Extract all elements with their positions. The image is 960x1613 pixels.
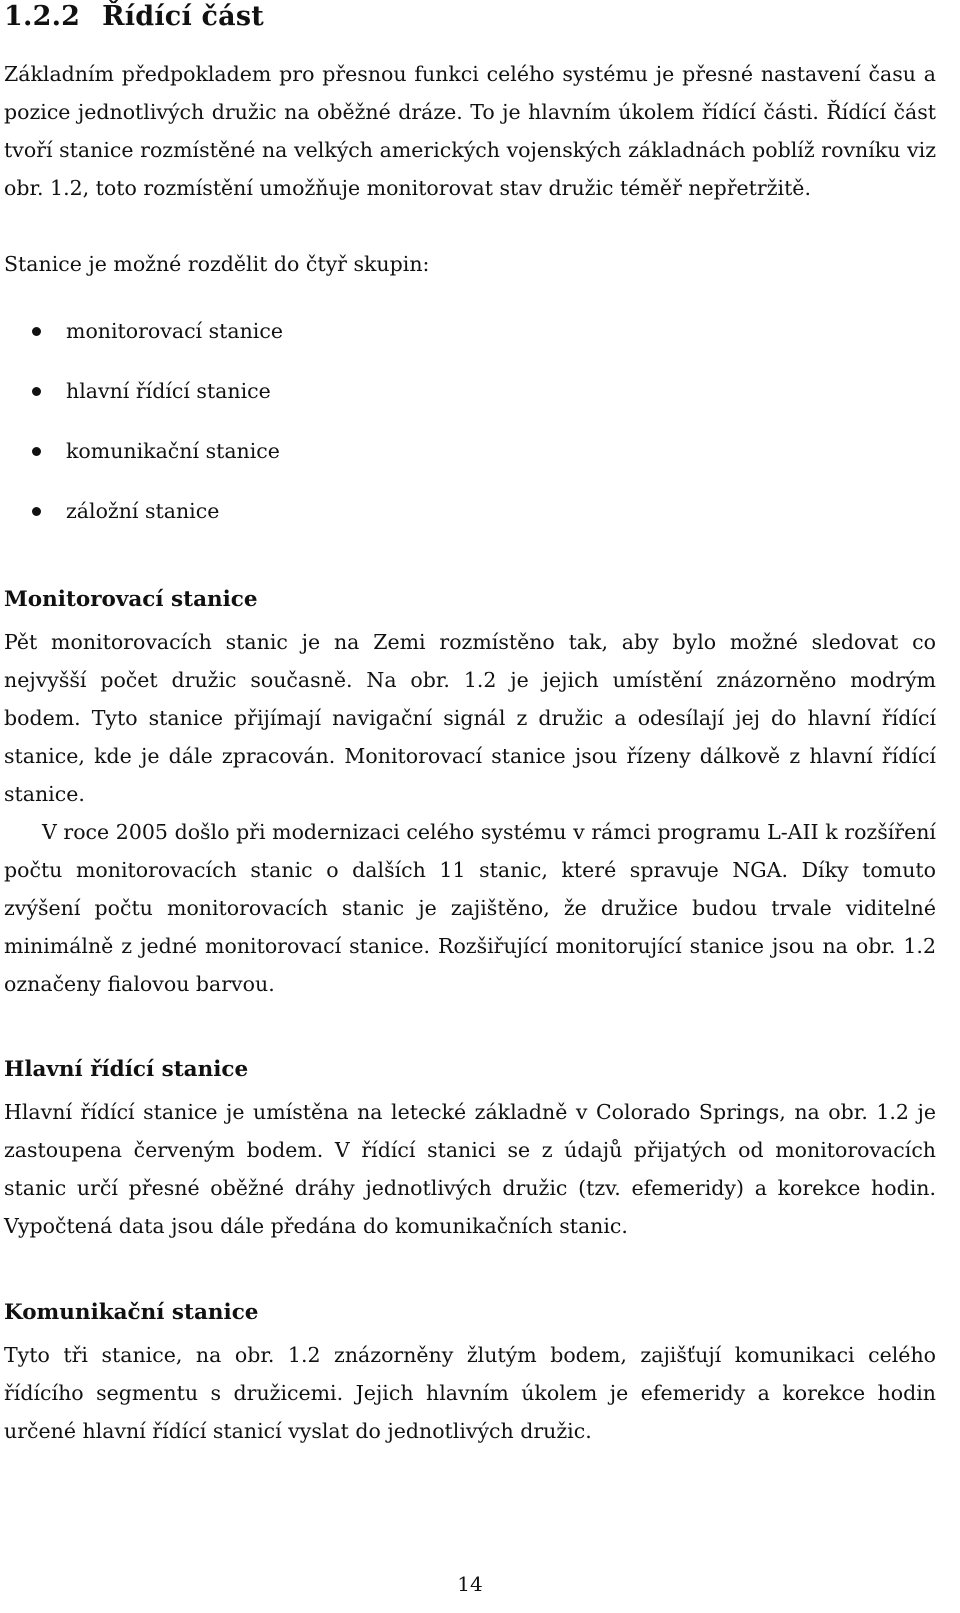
bullet-icon bbox=[32, 327, 41, 336]
bullet-icon bbox=[32, 507, 41, 516]
section-number: 1.2.2 bbox=[4, 1, 81, 32]
intro-paragraph: Základním předpokladem pro přesnou funkci celého systému je přesné nastavení času a pozice jednotlivých družic na oběžné dráze. To je hlavním úkolem řídící části. Řídící část tvoří stanice rozmístěné na velkých amerických vojenských základnách poblíž rovníku viz obr. 1.2, toto rozmístění umožňuje monitorovat stav družic téměř nepřetržitě. bbox=[4, 62, 936, 200]
communication-paragraph: Tyto tři stanice, na obr. 1.2 znázorněny žlutým bodem, zajišťují komunikaci celého řídícího segmentu s družicemi. Jejich hlavním úkolem je efemeridy a korekce hodin určené hlavní řídící stanicí vyslat do jednotlivých družic. bbox=[4, 1343, 936, 1443]
station-groups-list bbox=[4, 312, 283, 552]
list-item: komunikační stanice bbox=[4, 432, 283, 492]
communication-heading: Komunikační stanice bbox=[4, 1300, 259, 1325]
monitoring-paragraph-1: Pět monitorovacích stanic je na Zemi rozmístěno tak, aby bylo možné sledovat co nejvyšší počet družic současně. Na obr. 1.2 je jejich umístění znázorněno modrým bodem. Tyto stanice přijímají navigační signál z družic a odesílají jej do hlavní řídící stanice, kde je dále zpracován. Monitorovací stanice jsou řízeny dálkově z hlavní řídící stanice. bbox=[4, 630, 936, 806]
intro-groups-paragraph: Stanice je možné rozdělit do čtyř skupin: bbox=[4, 252, 430, 276]
section-title: Řídící část bbox=[102, 1, 264, 32]
bullet-icon bbox=[32, 447, 41, 456]
page-number: 14 bbox=[457, 1572, 483, 1596]
list-item: monitorovací stanice bbox=[4, 312, 283, 372]
bullet-icon bbox=[32, 387, 41, 396]
section-heading bbox=[4, 1, 264, 32]
monitoring-paragraph-2: V roce 2005 došlo při modernizaci celého systému v rámci programu L-AII k rozšíření počtu monitorovacích stanic o dalších 11 stanic, které spravuje NGA. Díky tomuto zvýšení počtu monitorovacích stanic je zajištěno, že družice budou trvale viditelné minimálně z jedné monitorovací stanice. Rozšiřující monitorující stanice jsou na obr. 1.2 označeny fialovou barvou. bbox=[4, 820, 936, 996]
monitoring-heading: Monitorovací stanice bbox=[4, 587, 258, 612]
list-item: záložní stanice bbox=[4, 492, 283, 552]
list-item: hlavní řídící stanice bbox=[4, 372, 283, 432]
main-control-heading: Hlavní řídící stanice bbox=[4, 1057, 249, 1082]
main-control-paragraph: Hlavní řídící stanice je umístěna na letecké základně v Colorado Springs, na obr. 1.2 je zastoupena červeným bodem. V řídící stanici se z údajů přijatých od monitorovacích stanic určí přesné oběžné dráhy jednotlivých družic (tzv. efemeridy) a korekce hodin. Vypočtená data jsou dále předána do komunikačních stanic. bbox=[4, 1100, 936, 1238]
